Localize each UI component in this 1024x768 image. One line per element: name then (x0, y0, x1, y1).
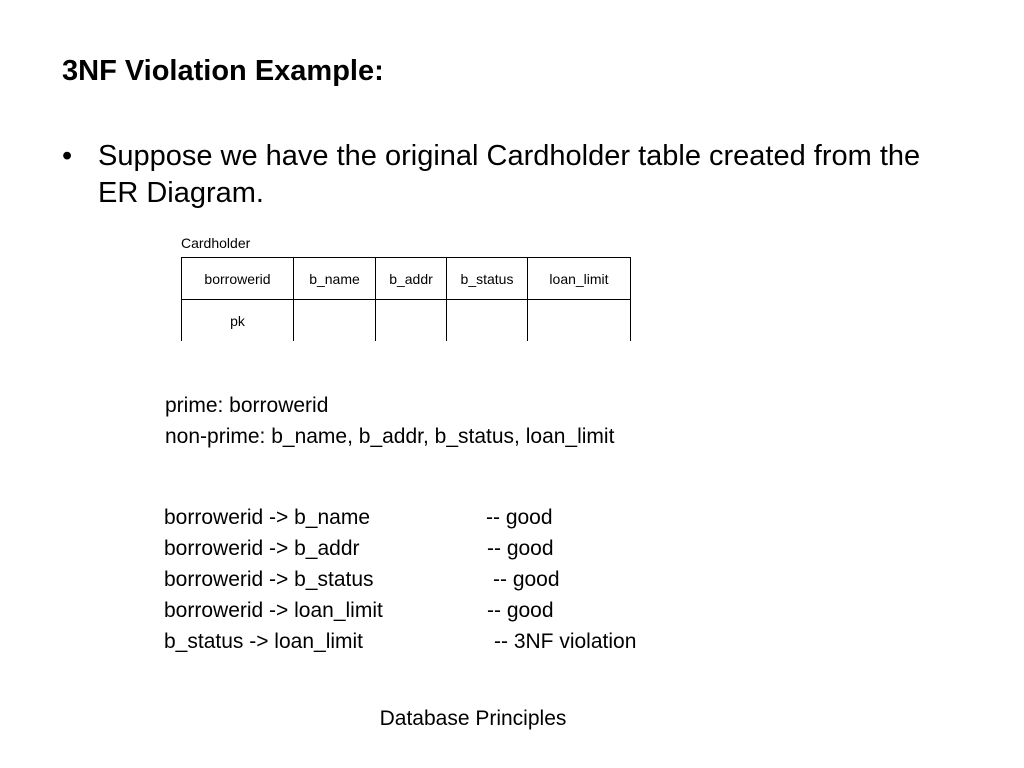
bullet-icon: • (62, 140, 73, 172)
column-header: b_name (294, 258, 376, 299)
key-cell (376, 300, 447, 341)
column-header: b_addr (376, 258, 447, 299)
slide-title: 3NF Violation Example: (62, 55, 384, 87)
table-key-row (182, 300, 630, 341)
dependency-text: borrowerid -> b_addr (164, 537, 360, 560)
dependency-text: borrowerid -> loan_limit (164, 599, 383, 622)
prime-attributes: prime: borrowerid (165, 394, 329, 417)
non-prime-attributes: non-prime: b_name, b_addr, b_status, loan_limit (165, 425, 615, 448)
dependency-note: -- 3NF violation (494, 630, 637, 653)
dependency-text: borrowerid -> b_status (164, 568, 374, 591)
column-header: borrowerid (182, 258, 294, 299)
dependency-note: -- good (486, 506, 553, 529)
table-header-row (182, 258, 630, 300)
key-cell (294, 300, 376, 341)
key-cell (528, 300, 630, 341)
dependency-note: -- good (487, 537, 554, 560)
bullet-text: Suppose we have the original Cardholder table created from the ER Diagram. (98, 140, 921, 209)
cardholder-table (181, 257, 631, 341)
key-cell (447, 300, 528, 341)
table-caption: Cardholder (181, 235, 251, 251)
dependency-note: -- good (493, 568, 560, 591)
column-header: loan_limit (549, 270, 609, 287)
slide-footer: Database Principles (379, 707, 567, 730)
bullet-point (62, 138, 962, 212)
dependency-note: -- good (487, 599, 554, 622)
dependency-text: b_status -> loan_limit (164, 630, 364, 653)
key-cell: pk (182, 300, 294, 341)
dependency-text: borrowerid -> b_name (164, 506, 371, 529)
attribute-list (165, 390, 614, 452)
column-header: b_status (447, 258, 528, 299)
